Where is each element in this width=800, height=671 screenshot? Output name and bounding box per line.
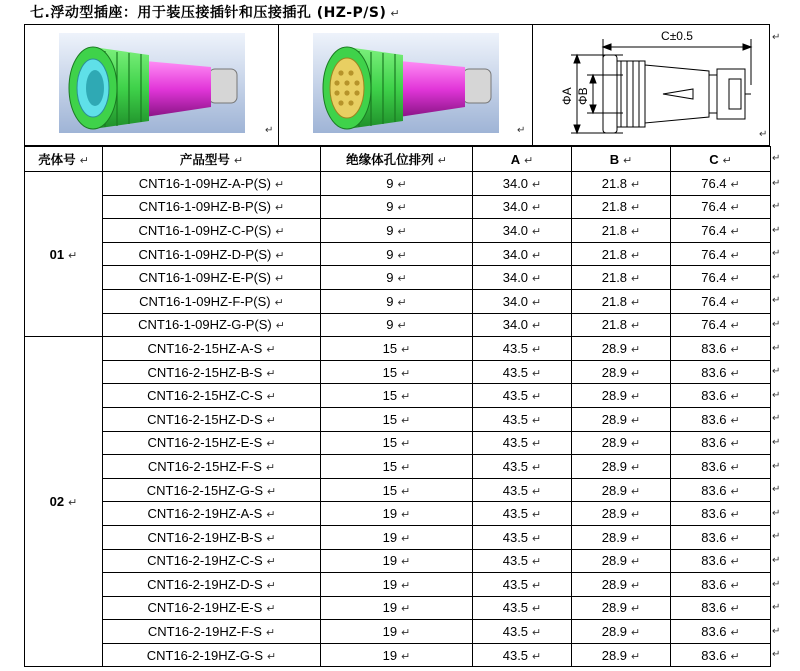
dim-c-cell: 83.6 ↵ — [671, 596, 771, 620]
model-cell: CNT16-1-09HZ-B-P(S) ↵ — [103, 195, 321, 219]
dim-a-cell: 43.5 ↵ — [473, 431, 572, 455]
paragraph-mark-icon: ↵ — [772, 152, 781, 164]
model-cell: CNT16-2-19HZ-C-S ↵ — [103, 549, 321, 573]
dim-b-cell: 28.9 ↵ — [572, 525, 671, 549]
paragraph-mark-icon: ↵ — [390, 7, 401, 20]
layout-cell: 9 ↵ — [321, 195, 473, 219]
model-cell: CNT16-2-15HZ-E-S ↵ — [103, 431, 321, 455]
dimension-drawing-cell — [533, 25, 769, 145]
dim-a-cell: 43.5 ↵ — [473, 384, 572, 408]
paragraph-mark-icon: ↵ — [772, 389, 781, 401]
dimension-drawing — [533, 25, 769, 145]
dim-a-cell: 43.5 ↵ — [473, 407, 572, 431]
layout-cell: 19 ↵ — [321, 549, 473, 573]
paragraph-mark-icon: ↵ — [772, 32, 781, 43]
paragraph-mark-icon: ↵ — [772, 295, 781, 307]
layout-cell: 19 ↵ — [321, 620, 473, 644]
table-row — [25, 455, 771, 479]
dim-c-cell: 83.6 ↵ — [671, 407, 771, 431]
section-title — [30, 2, 400, 22]
dim-a-cell: 43.5 ↵ — [473, 620, 572, 644]
layout-cell: 9 ↵ — [321, 266, 473, 290]
dim-c-cell: 76.4 ↵ — [671, 172, 771, 196]
dim-a-cell: 43.5 ↵ — [473, 478, 572, 502]
dim-label-c: C±0.5 — [661, 29, 693, 43]
table-row — [25, 431, 771, 455]
model-cell: CNT16-2-19HZ-E-S ↵ — [103, 596, 321, 620]
model-cell: CNT16-2-15HZ-D-S ↵ — [103, 407, 321, 431]
dim-b-cell: 21.8 ↵ — [572, 195, 671, 219]
paragraph-mark-icon: ↵ — [772, 484, 781, 496]
layout-cell: 9 ↵ — [321, 242, 473, 266]
paragraph-mark-icon: ↵ — [772, 437, 781, 449]
model-cell: CNT16-2-15HZ-F-S ↵ — [103, 455, 321, 479]
table-row — [25, 266, 771, 290]
dim-c-cell: 76.4 ↵ — [671, 289, 771, 313]
paragraph-mark-icon: ↵ — [772, 460, 781, 472]
table-row — [25, 337, 771, 361]
table-row — [25, 360, 771, 384]
dim-c-cell: 83.6 ↵ — [671, 455, 771, 479]
model-cell: CNT16-2-19HZ-G-S ↵ — [103, 643, 321, 667]
paragraph-mark-icon: ↵ — [517, 125, 526, 136]
model-cell: CNT16-2-19HZ-F-S ↵ — [103, 620, 321, 644]
dim-c-cell: 76.4 ↵ — [671, 219, 771, 243]
dim-a-cell: 34.0 ↵ — [473, 266, 572, 290]
dim-c-cell: 83.6 ↵ — [671, 337, 771, 361]
layout-cell: 19 ↵ — [321, 643, 473, 667]
model-cell: CNT16-1-09HZ-F-P(S) ↵ — [103, 289, 321, 313]
paragraph-mark-icon: ↵ — [759, 129, 768, 140]
dim-c-cell: 76.4 ↵ — [671, 242, 771, 266]
table-row — [25, 596, 771, 620]
table-row — [25, 549, 771, 573]
connector-pin-face-image — [279, 25, 533, 145]
layout-cell: 15 ↵ — [321, 360, 473, 384]
model-cell: CNT16-2-15HZ-G-S ↵ — [103, 478, 321, 502]
header-layout: 绝缘体孔位排列 ↵ — [321, 147, 473, 172]
layout-cell: 19 ↵ — [321, 502, 473, 526]
dim-a-cell: 43.5 ↵ — [473, 643, 572, 667]
dim-c-cell: 83.6 ↵ — [671, 549, 771, 573]
dim-b-cell: 28.9 ↵ — [572, 573, 671, 597]
dim-c-cell: 76.4 ↵ — [671, 195, 771, 219]
table-row — [25, 219, 771, 243]
paragraph-mark-icon: ↵ — [772, 507, 781, 519]
dim-b-cell: 28.9 ↵ — [572, 620, 671, 644]
paragraph-mark-icon: ↵ — [772, 224, 781, 236]
table-row — [25, 172, 771, 196]
paragraph-mark-icon: ↵ — [772, 366, 781, 378]
model-cell: CNT16-1-09HZ-D-P(S) ↵ — [103, 242, 321, 266]
header-a: A ↵ — [473, 147, 572, 172]
table-row — [25, 313, 771, 337]
dim-a-cell: 43.5 ↵ — [473, 337, 572, 361]
dim-a-cell: 34.0 ↵ — [473, 313, 572, 337]
paragraph-mark-icon: ↵ — [772, 413, 781, 425]
dim-c-cell: 83.6 ↵ — [671, 573, 771, 597]
table-row — [25, 289, 771, 313]
dim-a-cell: 43.5 ↵ — [473, 573, 572, 597]
paragraph-mark-icon: ↵ — [772, 201, 781, 213]
image-row — [24, 24, 770, 146]
dim-b-cell: 21.8 ↵ — [572, 172, 671, 196]
table-row — [25, 573, 771, 597]
dim-b-cell: 21.8 ↵ — [572, 313, 671, 337]
dim-a-cell: 34.0 ↵ — [473, 172, 572, 196]
dim-b-cell: 28.9 ↵ — [572, 502, 671, 526]
dim-c-cell: 83.6 ↵ — [671, 643, 771, 667]
model-cell: CNT16-1-09HZ-G-P(S) ↵ — [103, 313, 321, 337]
layout-cell: 15 ↵ — [321, 431, 473, 455]
dim-a-cell: 43.5 ↵ — [473, 596, 572, 620]
dim-a-cell: 43.5 ↵ — [473, 525, 572, 549]
paragraph-mark-icon: ↵ — [772, 342, 781, 354]
paragraph-mark-icon: ↵ — [772, 271, 781, 283]
header-model: 产品型号 ↵ — [103, 147, 321, 172]
table-row — [25, 242, 771, 266]
dim-a-cell: 34.0 ↵ — [473, 195, 572, 219]
dim-c-cell: 83.6 ↵ — [671, 502, 771, 526]
layout-cell: 9 ↵ — [321, 219, 473, 243]
model-cell: CNT16-2-15HZ-B-S ↵ — [103, 360, 321, 384]
model-cell: CNT16-1-09HZ-C-P(S) ↵ — [103, 219, 321, 243]
dim-c-cell: 83.6 ↵ — [671, 620, 771, 644]
dim-c-cell: 76.4 ↵ — [671, 266, 771, 290]
dim-b-cell: 28.9 ↵ — [572, 431, 671, 455]
paragraph-mark-icon: ↵ — [772, 578, 781, 590]
header-b: B ↵ — [572, 147, 671, 172]
paragraph-mark-icon: ↵ — [772, 177, 781, 189]
dim-label-a: ΦA — [560, 87, 574, 105]
table-body — [25, 172, 771, 667]
model-cell: CNT16-1-09HZ-E-P(S) ↵ — [103, 266, 321, 290]
dim-b-cell: 28.9 ↵ — [572, 337, 671, 361]
table-header-row — [25, 147, 771, 172]
layout-cell: 15 ↵ — [321, 337, 473, 361]
layout-cell: 9 ↵ — [321, 289, 473, 313]
dim-b-cell: 21.8 ↵ — [572, 289, 671, 313]
layout-cell: 9 ↵ — [321, 313, 473, 337]
paragraph-mark-icon: ↵ — [772, 531, 781, 543]
paragraph-mark-icon: ↵ — [772, 555, 781, 566]
model-cell: CNT16-2-19HZ-B-S ↵ — [103, 525, 321, 549]
dim-b-cell: 28.9 ↵ — [572, 596, 671, 620]
dim-b-cell: 28.9 ↵ — [572, 384, 671, 408]
table-row — [25, 478, 771, 502]
connector-front-view-image — [25, 25, 279, 145]
dim-a-cell: 43.5 ↵ — [473, 502, 572, 526]
dim-a-cell: 34.0 ↵ — [473, 242, 572, 266]
dim-c-cell: 76.4 ↵ — [671, 313, 771, 337]
dim-a-cell: 34.0 ↵ — [473, 289, 572, 313]
model-cell: CNT16-1-09HZ-A-P(S) ↵ — [103, 172, 321, 196]
connector-image-cell-2 — [279, 25, 533, 145]
dim-c-cell: 83.6 ↵ — [671, 360, 771, 384]
layout-cell: 15 ↵ — [321, 407, 473, 431]
table-row — [25, 384, 771, 408]
dim-label-b: ΦB — [576, 87, 590, 105]
section-title-text: 七.浮动型插座：用于装压接插针和压接插孔 (HZ-P/S) — [30, 5, 387, 21]
dim-a-cell: 43.5 ↵ — [473, 455, 572, 479]
dim-b-cell: 28.9 ↵ — [572, 455, 671, 479]
dim-b-cell: 28.9 ↵ — [572, 643, 671, 667]
dim-c-cell: 83.6 ↵ — [671, 525, 771, 549]
dim-b-cell: 21.8 ↵ — [572, 266, 671, 290]
layout-cell: 9 ↵ — [321, 172, 473, 196]
header-shell-no: 壳体号 ↵ — [25, 147, 103, 172]
paragraph-mark-icon: ↵ — [772, 248, 781, 260]
paragraph-mark-icon: ↵ — [772, 602, 781, 614]
header-c: C ↵ — [671, 147, 771, 172]
dim-c-cell: 83.6 ↵ — [671, 478, 771, 502]
table-row — [25, 620, 771, 644]
model-cell: CNT16-2-19HZ-A-S ↵ — [103, 502, 321, 526]
layout-cell: 15 ↵ — [321, 455, 473, 479]
dim-b-cell: 28.9 ↵ — [572, 407, 671, 431]
table-row — [25, 195, 771, 219]
shell-number-cell: 02 ↵ — [25, 337, 103, 667]
dim-c-cell: 83.6 ↵ — [671, 431, 771, 455]
table-row — [25, 643, 771, 667]
spec-table — [24, 146, 771, 667]
paragraph-mark-icon: ↵ — [772, 649, 781, 661]
dim-b-cell: 28.9 ↵ — [572, 549, 671, 573]
model-cell: CNT16-2-15HZ-C-S ↵ — [103, 384, 321, 408]
paragraph-mark-icon: ↵ — [772, 319, 781, 331]
layout-cell: 15 ↵ — [321, 478, 473, 502]
paragraph-mark-icon: ↵ — [772, 625, 781, 637]
dim-a-cell: 43.5 ↵ — [473, 549, 572, 573]
dim-b-cell: 21.8 ↵ — [572, 242, 671, 266]
paragraph-mark-icon: ↵ — [265, 125, 274, 136]
dim-a-cell: 43.5 ↵ — [473, 360, 572, 384]
table-row — [25, 502, 771, 526]
layout-cell: 15 ↵ — [321, 384, 473, 408]
dim-b-cell: 28.9 ↵ — [572, 478, 671, 502]
dim-c-cell: 83.6 ↵ — [671, 384, 771, 408]
model-cell: CNT16-2-15HZ-A-S ↵ — [103, 337, 321, 361]
layout-cell: 19 ↵ — [321, 596, 473, 620]
layout-cell: 19 ↵ — [321, 525, 473, 549]
layout-cell: 19 ↵ — [321, 573, 473, 597]
dim-b-cell: 21.8 ↵ — [572, 219, 671, 243]
shell-number-cell: 01 ↵ — [25, 172, 103, 337]
model-cell: CNT16-2-19HZ-D-S ↵ — [103, 573, 321, 597]
table-row — [25, 525, 771, 549]
dim-a-cell: 34.0 ↵ — [473, 219, 572, 243]
dim-b-cell: 28.9 ↵ — [572, 360, 671, 384]
connector-image-cell-1 — [25, 25, 279, 145]
table-row — [25, 407, 771, 431]
